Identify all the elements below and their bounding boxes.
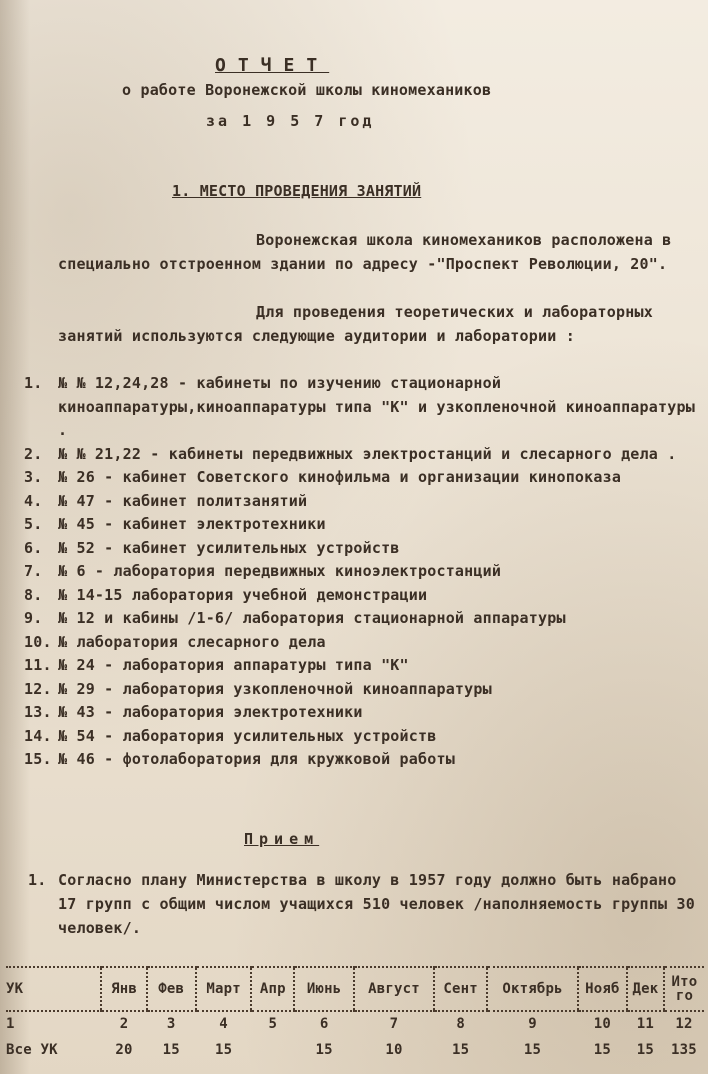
paragraph-admission-plan: 1. Согласно плану Министерства в школу в 1957 году должно быть набрано 17 групп с общим числом учащихся 510 человек /наполняемость группы 30 человек/. [28,871,695,937]
list-item: 11. № 24 - лаборатория аппаратуры типа "К" [24,656,409,674]
table-cell: 6 [319,1016,329,1032]
list-item: 12. № 29 - лаборатория узкопленочной киноаппаратуры [24,679,492,698]
table-cell [251,1036,294,1064]
list-item: 7. № 6 - лаборатория передвижных киноэлектростанций [24,562,502,580]
table-cell: 11 [636,1016,655,1032]
table-header-cell: Август [354,967,434,1011]
document-year: за 1 9 5 7 год [206,112,375,130]
table-cell: 2 [119,1016,129,1032]
table-cell: 8 [456,1016,465,1032]
table-cell: 5 [268,1016,278,1032]
document-subtitle: о работе Воронежской школы киномехаников [122,81,492,99]
table-header-cell: Дек [627,967,664,1011]
table-header-row [6,967,704,1011]
table-header-cell: Октябрь [487,967,577,1011]
table-header-cell: Март [196,967,251,1011]
table-row [6,1036,704,1064]
table-row-label: Все УК [6,1042,58,1058]
table-cell: 15 [315,1042,333,1058]
list-item: 6. № 52 - кабинет усилительных устройств [24,538,400,557]
list-item: 4. № 47 - кабинет политзанятий [24,491,308,510]
table-cell: 10 [593,1016,611,1032]
table-header-cell: Апр [251,967,294,1011]
list-item: 13. № 43 - лаборатория электротехники [24,703,363,721]
table-cell: 4 [219,1016,228,1032]
table-header-cell: Ито го [664,967,704,1011]
table-header-cell: Сент [434,967,487,1011]
list-item: 5. № 45 - кабинет электротехники [24,515,326,533]
document-title: ОТЧЕТ [215,55,330,76]
table-number-row [6,1011,704,1036]
list-item: 10. № лаборатория слесарного дела [24,632,326,651]
rooms-list [24,372,704,772]
table-cell: 3 [166,1016,176,1032]
section-heading-admission: Прием [244,830,320,848]
table-header-cell: УК [6,967,101,1011]
list-item: 1. № № 12,24,28 - кабинеты по изучению стационарной киноаппаратуры,киноаппаратуры типа "К" и узкопленочной киноаппаратуры . [24,374,695,439]
table-cell: 7 [389,1016,399,1032]
table-cell: 9 [528,1016,537,1032]
table-cell: 1 [6,1016,15,1032]
table-header-cell: Янв [101,967,146,1011]
table-header-cell: Июнь [294,967,354,1011]
list-item: 3. № 26 - кабинет Советского кинофильма и организации кинопоказа [24,468,622,486]
admission-table [6,966,704,1064]
section-heading-location: 1. МЕСТО ПРОВЕДЕНИЯ ЗАНЯТИЙ [172,182,422,200]
table-cell: 15 [452,1042,470,1058]
paragraph-rooms-intro: Для проведения теоретических и лабораторных занятий используются следующие аудитории и лаборатории : [58,303,653,345]
list-item: 14. № 54 - лаборатория усилительных устройств [24,726,437,745]
table-cell: 15 [523,1042,542,1058]
table-cell: 15 [593,1042,611,1058]
table-cell: 10 [385,1042,403,1058]
table-cell: 12 [675,1016,693,1032]
table-cell: 20 [115,1042,133,1058]
table-cell: 15 [214,1042,233,1058]
table-header-cell: Фев [147,967,196,1011]
table-cell: 15 [162,1042,180,1058]
table-header-cell: Нояб [578,967,627,1011]
list-item: 8. № 14-15 лаборатория учебной демонстрации [24,585,428,604]
list-item: 15. № 46 - фотолаборатория для кружковой работы [24,750,455,768]
table-cell: 135 [671,1042,697,1058]
list-item: 2. № № 21,22 - кабинеты передвижных электростанций и слесарного дела . [24,444,677,463]
list-item: 9. № 12 и кабины /1-6/ лаборатория стационарной аппаратуры [24,609,566,627]
paragraph-address: Воронежская школа киномехаников расположена в специально отстроенном здании по адресу -"Проспект Революции, 20". [58,231,672,273]
table-cell: 15 [636,1042,655,1058]
